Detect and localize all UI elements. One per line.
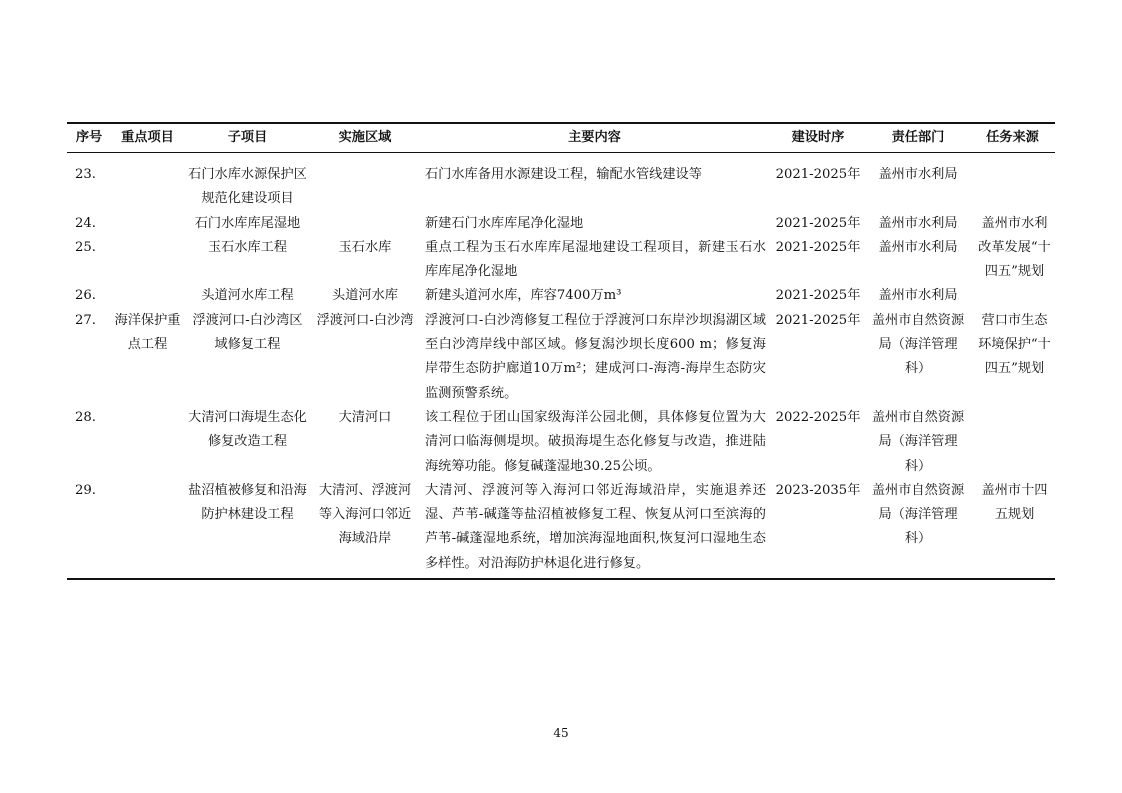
cell-sub-project: 头道河水库工程 xyxy=(201,288,294,304)
header-content: 主要内容 xyxy=(568,129,621,145)
cell-content: 该工程位于团山国家级海洋公园北侧，具体修复位置为大清河口临海侧堤坝。破损海堤生态化修复与改造，推进陆海统筹功能。修复碱蓬湿地30.25公顷。 xyxy=(425,409,766,474)
table-row xyxy=(67,236,1055,285)
cell-sub-project: 石门水库水源保护区规范化建设项目 xyxy=(188,167,307,207)
cell-key-project xyxy=(111,479,184,579)
cell-period: 2021-2025年 xyxy=(775,288,861,304)
cell-period: 2021-2025年 xyxy=(775,312,861,328)
cell-key-project: 海洋保护重点工程 xyxy=(114,312,181,353)
cell-source: 盖州市水利改革发展“十四五”规划 xyxy=(978,215,1051,280)
cell-key-project xyxy=(111,284,184,308)
cell-period: 2021-2025年 xyxy=(775,215,861,231)
table-row xyxy=(67,309,1055,406)
cell-source: 营口市生态环境保护“十四五”规划 xyxy=(978,312,1051,377)
header-sub-project: 子项目 xyxy=(227,129,268,145)
cell-period: 2021-2025年 xyxy=(775,239,861,255)
cell-content: 大清河、浮渡河等入海河口邻近海域沿岸，实施退养还湿、芦苇-碱蓬等盐沼植被修复工程、恢复从河口至滨海的芦苇-碱蓬湿地系统，增加滨海湿地面积,恢复河口湿地生态多样性。对沿海防护林退化进行修复。 xyxy=(425,482,766,571)
cell-area: 头道河水库 xyxy=(332,288,398,304)
cell-area: 大清河口 xyxy=(338,409,392,425)
cell-department: 盖州市水利局 xyxy=(878,215,958,231)
cell-sub-project: 盐沼植被修复和沿海防护林建设工程 xyxy=(188,482,307,523)
cell-sub-project: 大清河口海堤生态化修复改造工程 xyxy=(188,409,307,450)
header-index: 序号 xyxy=(75,129,103,145)
cell-period: 2022-2025年 xyxy=(775,409,861,425)
cell-key-project xyxy=(111,153,184,212)
cell-department: 盖州市水利局 xyxy=(878,288,958,304)
page-number: 45 xyxy=(553,726,569,740)
cell-index: 25. xyxy=(75,239,96,255)
table-header-row xyxy=(67,123,1055,153)
cell-key-project xyxy=(111,406,184,479)
table-row xyxy=(67,479,1055,579)
cell-index: 29. xyxy=(75,482,96,498)
cell-content: 重点工程为玉石水库库尾湿地建设工程项目，新建玉石水库库尾净化湿地 xyxy=(425,239,766,280)
table-row xyxy=(67,284,1055,308)
cell-index: 26. xyxy=(75,288,96,304)
cell-key-project xyxy=(111,236,184,285)
header-source: 任务来源 xyxy=(986,129,1039,145)
cell-sub-project: 玉石水库工程 xyxy=(207,239,288,255)
cell-key-project xyxy=(111,212,184,236)
cell-index: 23. xyxy=(75,167,96,182)
cell-source: 盖州市十四五规划 xyxy=(981,482,1048,523)
cell-index: 27. xyxy=(75,312,96,328)
cell-content: 石门水库备用水源建设工程，输配水管线建设等 xyxy=(425,167,702,182)
table-row xyxy=(67,153,1055,212)
cell-content: 浮渡河口-白沙湾修复工程位于浮渡河口东岸沙坝潟湖区域至白沙湾岸线中部区域。修复潟沙坝长度600 m；修复海岸带生态防护廊道10万m²；建成河口-海湾-海岸生态防灾监测预警系统。 xyxy=(425,312,766,401)
cell-department: 盖州市水利局 xyxy=(878,167,958,182)
header-department: 责任部门 xyxy=(891,129,945,145)
cell-content: 新建头道河水库，库容7400万m³ xyxy=(425,288,622,304)
cell-area: 玉石水库 xyxy=(338,239,392,255)
header-key-project: 重点项目 xyxy=(121,129,174,145)
cell-department: 盖州市自然资源局（海洋管理科） xyxy=(871,482,965,547)
cell-source xyxy=(970,153,1055,212)
cell-area: 浮渡河口-白沙湾 xyxy=(316,312,414,328)
cell-area: 大清河、浮渡河等入海河口邻近海域沿岸 xyxy=(318,482,412,547)
cell-sub-project: 浮渡河口-白沙湾区域修复工程 xyxy=(192,312,303,353)
table-row xyxy=(67,212,1055,236)
header-area: 实施区域 xyxy=(338,129,392,145)
cell-content: 新建石门水库库尾净化湿地 xyxy=(425,215,584,231)
cell-index: 28. xyxy=(75,409,96,425)
cell-department: 盖州市自然资源局（海洋管理科） xyxy=(871,312,965,377)
cell-period: 2021-2025年 xyxy=(775,167,861,182)
project-table xyxy=(67,122,1055,580)
cell-index: 24. xyxy=(75,215,96,231)
cell-department: 盖州市水利局 xyxy=(878,239,958,255)
table-row xyxy=(67,406,1055,479)
cell-period: 2023-2035年 xyxy=(775,482,861,498)
cell-sub-project: 石门水库库尾湿地 xyxy=(194,215,301,231)
cell-department: 盖州市自然资源局（海洋管理科） xyxy=(871,409,965,474)
cell-area xyxy=(311,212,419,236)
cell-area xyxy=(311,153,419,212)
header-period: 建设时序 xyxy=(791,129,845,145)
